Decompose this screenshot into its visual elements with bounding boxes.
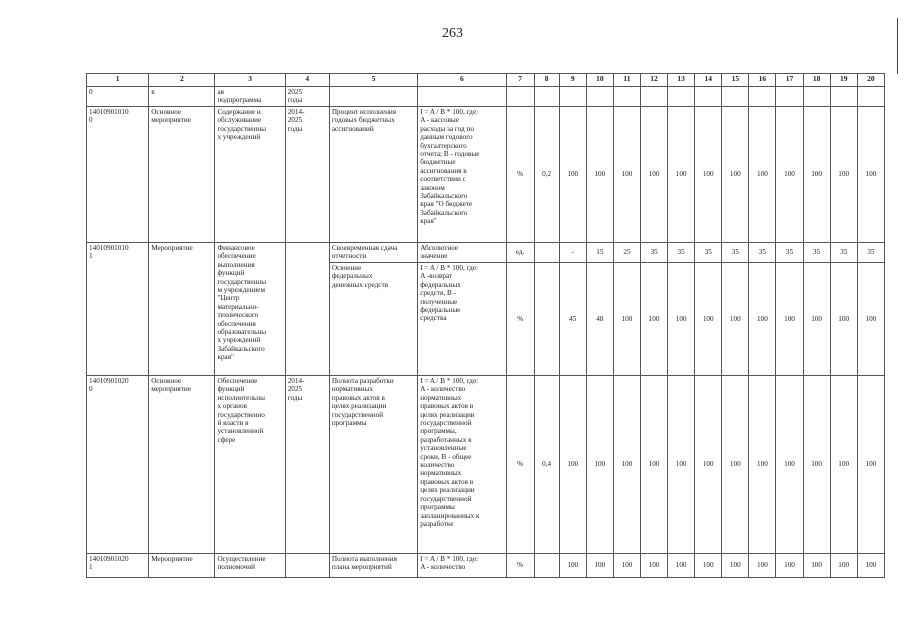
- cell-value: 100: [830, 554, 857, 578]
- cell-type: Основное мероприятие: [149, 376, 215, 554]
- column-header: 10: [586, 74, 613, 87]
- cell-value: 100: [803, 554, 830, 578]
- column-header: 16: [749, 74, 776, 87]
- cell-name: ая подпрограмма: [215, 87, 285, 107]
- column-header: 8: [534, 74, 559, 87]
- column-header: 14: [695, 74, 722, 87]
- column-header: 15: [722, 74, 749, 87]
- cell-empty: [534, 87, 559, 107]
- cell-empty: [586, 87, 613, 107]
- cell-unit: %: [506, 376, 534, 554]
- cell-value: 100: [613, 554, 640, 578]
- cell-formula: I = A / B * 100, где: A - количество нормативных правовых актов в целях реализации государственной программы, разработанных в установленные сроки, B - общее количество нормативных правовых актов в целях реализации государственной программы запланированных к разработке: [418, 376, 506, 554]
- cell-value: 35: [776, 243, 803, 263]
- cell-empty: [418, 87, 506, 107]
- cell-unit: %: [506, 554, 534, 578]
- cell-unit: %: [506, 107, 534, 243]
- cell-value: 100: [857, 554, 884, 578]
- cell-value: 100: [640, 263, 667, 376]
- cell-value: -: [559, 243, 586, 263]
- cell-value: 100: [640, 107, 667, 243]
- page-number: 263: [442, 26, 463, 41]
- cell-weight: [534, 554, 559, 578]
- cell-empty: [329, 87, 417, 107]
- cell-value: 35: [803, 243, 830, 263]
- cell-value: 100: [749, 376, 776, 554]
- cell-value: 100: [586, 107, 613, 243]
- cell-value: 100: [830, 376, 857, 554]
- cell-value: 100: [695, 554, 722, 578]
- cell-value: 100: [776, 107, 803, 243]
- cell-unit: %: [506, 263, 534, 376]
- cell-value: 100: [559, 554, 586, 578]
- cell-value: 100: [695, 107, 722, 243]
- page-edge-mark: [897, 18, 898, 74]
- cell-formula: I = A / B * 100, где: A - количество: [418, 554, 506, 578]
- cell-code: 14010901020 1: [87, 554, 149, 578]
- cell-value: 100: [586, 376, 613, 554]
- cell-formula: Абсолютное значение: [418, 243, 506, 263]
- column-header: 3: [215, 74, 285, 87]
- cell-value: 48: [586, 263, 613, 376]
- table-row: [87, 87, 885, 107]
- cell-name: Осуществление полномочий: [215, 554, 285, 578]
- cell-value: 25: [613, 243, 640, 263]
- cell-value: 100: [586, 554, 613, 578]
- cell-value: 35: [695, 243, 722, 263]
- cell-value: 100: [857, 263, 884, 376]
- cell-weight: 0,2: [534, 107, 559, 243]
- cell-value: 100: [722, 107, 749, 243]
- cell-type: в: [149, 87, 215, 107]
- column-header: 13: [668, 74, 695, 87]
- table-row: [87, 107, 885, 243]
- cell-empty: [640, 87, 667, 107]
- cell-indicator: Полнота разработки нормативных правовых актов в целях реализации государственной программы: [329, 376, 417, 554]
- cell-value: 100: [613, 263, 640, 376]
- cell-value: 100: [695, 376, 722, 554]
- column-header: 11: [613, 74, 640, 87]
- cell-empty: [776, 87, 803, 107]
- cell-formula: I = A / B * 100, где: A - кассовые расходы за год по данным годового бухгалтерского отчета; B - годовые бюджетные ассигнования в соответствии с законом Забайкальского края "О бюджете Забайкальского края": [418, 107, 506, 243]
- cell-value: 100: [613, 376, 640, 554]
- cell-value: 100: [668, 376, 695, 554]
- cell-period: [285, 243, 329, 376]
- cell-weight: [534, 243, 559, 263]
- cell-value: 45: [559, 263, 586, 376]
- column-header: 19: [830, 74, 857, 87]
- cell-value: 100: [776, 263, 803, 376]
- cell-code: 0: [87, 87, 149, 107]
- cell-name: Обеспечение функций исполнительны х органов государственно й власти в установленной сфере: [215, 376, 285, 554]
- column-header: 5: [329, 74, 417, 87]
- table-row: [87, 243, 885, 263]
- cell-value: 100: [803, 263, 830, 376]
- cell-weight: [534, 263, 559, 376]
- cell-indicator: Своевременная сдача отчетности: [329, 243, 417, 263]
- column-header: 20: [857, 74, 884, 87]
- cell-code: 14010901010 1: [87, 243, 149, 376]
- cell-value: 100: [830, 263, 857, 376]
- cell-value: 100: [803, 107, 830, 243]
- cell-type: Мероприятие: [149, 243, 215, 376]
- cell-weight: 0,4: [534, 376, 559, 554]
- cell-value: 35: [830, 243, 857, 263]
- cell-empty: [506, 87, 534, 107]
- cell-value: 100: [857, 376, 884, 554]
- cell-value: 100: [749, 107, 776, 243]
- cell-value: 35: [668, 243, 695, 263]
- cell-empty: [613, 87, 640, 107]
- cell-value: 100: [776, 554, 803, 578]
- cell-empty: [749, 87, 776, 107]
- cell-value: 35: [749, 243, 776, 263]
- column-header: 12: [640, 74, 667, 87]
- cell-value: 100: [559, 376, 586, 554]
- column-header: 4: [285, 74, 329, 87]
- cell-value: 100: [668, 263, 695, 376]
- header-row: [87, 74, 885, 87]
- cell-value: 100: [640, 376, 667, 554]
- cell-empty: [722, 87, 749, 107]
- cell-formula: I = A / B * 100, где: A -возврат федеральных средств, B - полученные федеральные средства: [418, 263, 506, 376]
- cell-unit: ед.: [506, 243, 534, 263]
- cell-value: 100: [722, 263, 749, 376]
- cell-value: 100: [857, 107, 884, 243]
- cell-value: 100: [559, 107, 586, 243]
- cell-value: 100: [695, 263, 722, 376]
- cell-period: [285, 554, 329, 578]
- cell-value: 100: [749, 263, 776, 376]
- cell-empty: [803, 87, 830, 107]
- table-row: [87, 376, 885, 554]
- column-header: 1: [87, 74, 149, 87]
- cell-value: 100: [803, 376, 830, 554]
- cell-value: 100: [749, 554, 776, 578]
- cell-empty: [695, 87, 722, 107]
- cell-value: 100: [776, 376, 803, 554]
- cell-value: 100: [640, 554, 667, 578]
- cell-empty: [668, 87, 695, 107]
- column-header: 9: [559, 74, 586, 87]
- table-row: [87, 554, 885, 578]
- cell-value: 35: [722, 243, 749, 263]
- cell-period: 2014- 2025 годы: [285, 376, 329, 554]
- cell-value: 35: [640, 243, 667, 263]
- column-header: 6: [418, 74, 506, 87]
- cell-indicator: Полнота выполнения плана мероприятий: [329, 554, 417, 578]
- cell-period: 2025 годы: [285, 87, 329, 107]
- cell-name: Финансовое обеспечение выполнения функций государственны м учреждением "Центр материально- технического обеспечения образовательны х учреждений Забайкальского края": [215, 243, 285, 376]
- cell-indicator: Освоение федеральных денежных средств: [329, 263, 417, 376]
- cell-value: 100: [668, 107, 695, 243]
- cell-empty: [857, 87, 884, 107]
- cell-empty: [559, 87, 586, 107]
- column-header: 18: [803, 74, 830, 87]
- cell-value: 15: [586, 243, 613, 263]
- cell-period: 2014- 2025 годы: [285, 107, 329, 243]
- cell-code: 14010901020 0: [87, 376, 149, 554]
- cell-type: Основное мероприятие: [149, 107, 215, 243]
- indicators-table: [86, 73, 885, 578]
- cell-value: 35: [857, 243, 884, 263]
- cell-indicator: Процент исполнения годовых бюджетных ассигнований: [329, 107, 417, 243]
- cell-type: Мероприятие: [149, 554, 215, 578]
- cell-value: 100: [722, 376, 749, 554]
- column-header: 7: [506, 74, 534, 87]
- cell-value: 100: [668, 554, 695, 578]
- cell-value: 100: [830, 107, 857, 243]
- cell-value: 100: [722, 554, 749, 578]
- cell-empty: [830, 87, 857, 107]
- cell-name: Содержание и обслуживание государственны х учреждений: [215, 107, 285, 243]
- column-header: 17: [776, 74, 803, 87]
- cell-code: 14010901010 0: [87, 107, 149, 243]
- column-header: 2: [149, 74, 215, 87]
- cell-value: 100: [613, 107, 640, 243]
